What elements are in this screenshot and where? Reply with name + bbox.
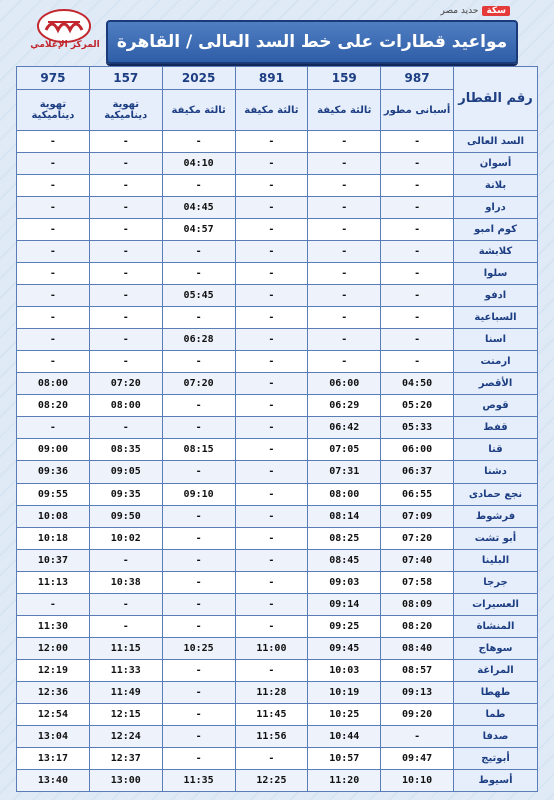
time-cell: 07:31 (308, 461, 381, 483)
station-name: أبو تشت (454, 527, 538, 549)
time-cell: - (17, 593, 90, 615)
time-cell: 09:25 (308, 615, 381, 637)
time-cell: - (235, 571, 308, 593)
time-cell: - (89, 549, 162, 571)
time-cell: - (17, 175, 90, 197)
schedule-table-container (16, 66, 538, 792)
time-cell: - (162, 659, 235, 681)
train-type: ثالثة مكيفة (308, 90, 381, 131)
train-header-label: رقم القطار (454, 67, 538, 131)
time-cell: 06:55 (381, 483, 454, 505)
time-cell: 11:45 (235, 703, 308, 725)
time-cell: - (17, 285, 90, 307)
time-cell: - (89, 197, 162, 219)
station-name: دشنا (454, 461, 538, 483)
time-cell: 09:05 (89, 461, 162, 483)
time-cell: 13:00 (89, 769, 162, 791)
time-cell: - (235, 351, 308, 373)
table-row (17, 505, 538, 527)
time-cell: - (235, 659, 308, 681)
table-row (17, 571, 538, 593)
time-cell: 09:47 (381, 747, 454, 769)
table-row (17, 263, 538, 285)
time-cell: - (235, 263, 308, 285)
time-cell: 07:20 (89, 373, 162, 395)
station-name: أسيوط (454, 769, 538, 791)
station-name: نجع حمادى (454, 483, 538, 505)
time-cell: - (17, 351, 90, 373)
time-cell: - (17, 197, 90, 219)
station-name: السباعية (454, 307, 538, 329)
table-row (17, 637, 538, 659)
time-cell: 06:28 (162, 329, 235, 351)
time-cell: 04:45 (162, 197, 235, 219)
time-cell: - (162, 549, 235, 571)
time-cell: - (162, 703, 235, 725)
time-cell: 09:36 (17, 461, 90, 483)
time-cell: 09:03 (308, 571, 381, 593)
time-cell: - (162, 461, 235, 483)
time-cell: 11:13 (17, 571, 90, 593)
train-number: 2025 (162, 67, 235, 90)
top-brand-bar (390, 4, 510, 18)
time-cell: 12:25 (235, 769, 308, 791)
time-cell: 10:37 (17, 549, 90, 571)
time-cell: - (162, 681, 235, 703)
table-row (17, 219, 538, 241)
time-cell: 11:20 (308, 769, 381, 791)
time-cell: 05:33 (381, 417, 454, 439)
station-name: كلابشة (454, 241, 538, 263)
time-cell: - (89, 307, 162, 329)
time-cell: - (235, 329, 308, 351)
time-cell: 10:25 (308, 703, 381, 725)
station-name: العسيرات (454, 593, 538, 615)
table-row (17, 285, 538, 307)
time-cell: 07:40 (381, 549, 454, 571)
time-cell: 09:35 (89, 483, 162, 505)
time-cell: - (235, 593, 308, 615)
time-cell: - (89, 285, 162, 307)
station-name: كوم امبو (454, 219, 538, 241)
time-cell: - (235, 285, 308, 307)
time-cell: 07:05 (308, 439, 381, 461)
time-cell: - (17, 329, 90, 351)
time-cell: 12:37 (89, 747, 162, 769)
station-name: البلينا (454, 549, 538, 571)
train-number: 975 (17, 67, 90, 90)
train-number: 987 (381, 67, 454, 90)
time-cell: 09:20 (381, 703, 454, 725)
time-cell: 08:00 (17, 373, 90, 395)
table-row (17, 351, 538, 373)
time-cell: 07:20 (162, 373, 235, 395)
time-cell: - (89, 351, 162, 373)
table-row (17, 593, 538, 615)
time-cell: 09:13 (381, 681, 454, 703)
time-cell: - (89, 329, 162, 351)
train-number: 159 (308, 67, 381, 90)
time-cell: - (381, 329, 454, 351)
time-cell: 10:25 (162, 637, 235, 659)
time-cell: 06:29 (308, 395, 381, 417)
time-cell: 10:18 (17, 527, 90, 549)
train-number: 157 (89, 67, 162, 90)
time-cell: 13:04 (17, 725, 90, 747)
time-cell: - (308, 307, 381, 329)
station-name: جرجا (454, 571, 538, 593)
time-cell: 06:42 (308, 417, 381, 439)
time-cell: - (162, 241, 235, 263)
time-cell: - (162, 417, 235, 439)
time-cell: - (235, 461, 308, 483)
time-cell: - (381, 351, 454, 373)
top-bar-text: حديد مصر (440, 6, 479, 16)
station-name: ادفو (454, 285, 538, 307)
station-name: طما (454, 703, 538, 725)
time-cell: 12:54 (17, 703, 90, 725)
table-row (17, 659, 538, 681)
time-cell: 05:45 (162, 285, 235, 307)
time-cell: - (89, 615, 162, 637)
time-cell: - (235, 747, 308, 769)
time-cell: 08:25 (308, 527, 381, 549)
time-cell: - (381, 219, 454, 241)
schedule-table (16, 66, 538, 792)
time-cell: 05:20 (381, 395, 454, 417)
time-cell: - (89, 153, 162, 175)
table-row (17, 131, 538, 153)
time-cell: 08:00 (89, 395, 162, 417)
station-name: المراغة (454, 659, 538, 681)
time-cell: - (17, 307, 90, 329)
table-row (17, 197, 538, 219)
time-cell: - (162, 505, 235, 527)
time-cell: - (162, 725, 235, 747)
time-cell: 10:19 (308, 681, 381, 703)
train-number-row (17, 67, 538, 90)
time-cell: 07:09 (381, 505, 454, 527)
time-cell: - (235, 615, 308, 637)
time-cell: - (162, 615, 235, 637)
train-type: ثالثة مكيفة (162, 90, 235, 131)
table-row (17, 725, 538, 747)
time-cell: 10:57 (308, 747, 381, 769)
time-cell: - (381, 131, 454, 153)
station-name: صدفا (454, 725, 538, 747)
time-cell: - (235, 483, 308, 505)
time-cell: 12:36 (17, 681, 90, 703)
time-cell: 09:00 (17, 439, 90, 461)
time-cell: 11:35 (162, 769, 235, 791)
time-cell: 04:10 (162, 153, 235, 175)
time-cell: 07:20 (381, 527, 454, 549)
time-cell: 09:45 (308, 637, 381, 659)
station-name: قفط (454, 417, 538, 439)
table-row (17, 527, 538, 549)
time-cell: 12:24 (89, 725, 162, 747)
time-cell: 07:58 (381, 571, 454, 593)
time-cell: - (17, 131, 90, 153)
time-cell: - (89, 175, 162, 197)
time-cell: - (308, 131, 381, 153)
time-cell: - (235, 175, 308, 197)
time-cell: 10:08 (17, 505, 90, 527)
time-cell: - (308, 329, 381, 351)
time-cell: 11:56 (235, 725, 308, 747)
time-cell: - (17, 153, 90, 175)
time-cell: 09:10 (162, 483, 235, 505)
table-row (17, 461, 538, 483)
time-cell: - (17, 417, 90, 439)
time-cell: - (381, 307, 454, 329)
station-name: اسنا (454, 329, 538, 351)
time-cell: 06:37 (381, 461, 454, 483)
page-title: مواعيد قطارات على خط السد العالى / القاهرة (116, 32, 508, 52)
time-cell: - (308, 285, 381, 307)
time-cell: 11:33 (89, 659, 162, 681)
time-cell: - (235, 373, 308, 395)
table-row (17, 769, 538, 791)
time-cell: 12:00 (17, 637, 90, 659)
time-cell: 12:19 (17, 659, 90, 681)
time-cell: 10:03 (308, 659, 381, 681)
time-cell: - (235, 131, 308, 153)
station-name: سوهاج (454, 637, 538, 659)
time-cell: - (235, 307, 308, 329)
table-row (17, 307, 538, 329)
time-cell: - (162, 263, 235, 285)
time-cell: - (17, 263, 90, 285)
time-cell: - (17, 241, 90, 263)
table-row (17, 615, 538, 637)
table-row (17, 329, 538, 351)
time-cell: - (235, 153, 308, 175)
time-cell: 04:57 (162, 219, 235, 241)
time-cell: - (89, 417, 162, 439)
time-cell: - (235, 395, 308, 417)
train-type: أسبانى مطور (381, 90, 454, 131)
time-cell: 08:00 (308, 483, 381, 505)
time-cell: - (235, 197, 308, 219)
time-cell: - (235, 219, 308, 241)
time-cell: 10:10 (381, 769, 454, 791)
station-name: السد العالى (454, 131, 538, 153)
time-cell: - (381, 153, 454, 175)
schedule-body (17, 131, 538, 792)
time-cell: - (381, 285, 454, 307)
time-cell: - (308, 241, 381, 263)
table-row (17, 703, 538, 725)
time-cell: - (308, 263, 381, 285)
time-cell: - (381, 263, 454, 285)
time-cell: - (89, 263, 162, 285)
time-cell: - (162, 395, 235, 417)
table-row (17, 241, 538, 263)
time-cell: 08:57 (381, 659, 454, 681)
time-cell: - (235, 549, 308, 571)
time-cell: 11:30 (17, 615, 90, 637)
train-type: تهوية ديناميكية (89, 90, 162, 131)
table-row (17, 681, 538, 703)
time-cell: 08:35 (89, 439, 162, 461)
time-cell: - (308, 153, 381, 175)
time-cell: - (381, 197, 454, 219)
time-cell: 10:38 (89, 571, 162, 593)
table-row (17, 549, 538, 571)
time-cell: - (162, 747, 235, 769)
time-cell: - (162, 571, 235, 593)
table-row (17, 747, 538, 769)
time-cell: - (162, 593, 235, 615)
time-cell: - (308, 351, 381, 373)
time-cell: 11:28 (235, 681, 308, 703)
time-cell: - (235, 417, 308, 439)
time-cell: 13:40 (17, 769, 90, 791)
station-name: قنا (454, 439, 538, 461)
time-cell: - (162, 527, 235, 549)
table-row (17, 175, 538, 197)
time-cell: 04:50 (381, 373, 454, 395)
time-cell: - (162, 307, 235, 329)
station-name: أبوتيج (454, 747, 538, 769)
station-name: بلانة (454, 175, 538, 197)
top-bar-brand: سكة (482, 6, 510, 16)
time-cell: - (17, 219, 90, 241)
table-row (17, 153, 538, 175)
table-row (17, 439, 538, 461)
time-cell: - (235, 439, 308, 461)
station-name: ارمنت (454, 351, 538, 373)
time-cell: 08:14 (308, 505, 381, 527)
time-cell: 08:45 (308, 549, 381, 571)
logo-caption: المركز الإعلامي (30, 40, 100, 50)
time-cell: - (381, 725, 454, 747)
time-cell: - (308, 197, 381, 219)
table-row (17, 417, 538, 439)
time-cell: - (89, 131, 162, 153)
time-cell: - (89, 593, 162, 615)
time-cell: 10:44 (308, 725, 381, 747)
station-name: فرشوط (454, 505, 538, 527)
time-cell: - (89, 219, 162, 241)
time-cell: - (162, 351, 235, 373)
time-cell: - (89, 241, 162, 263)
train-number: 891 (235, 67, 308, 90)
time-cell: - (381, 241, 454, 263)
station-name: المنشاة (454, 615, 538, 637)
time-cell: 12:15 (89, 703, 162, 725)
time-cell: - (381, 175, 454, 197)
station-name: قوص (454, 395, 538, 417)
time-cell: - (162, 131, 235, 153)
time-cell: 11:00 (235, 637, 308, 659)
time-cell: 10:02 (89, 527, 162, 549)
train-type: ثالثة مكيفة (235, 90, 308, 131)
table-row (17, 395, 538, 417)
time-cell: 08:15 (162, 439, 235, 461)
station-name: سلوا (454, 263, 538, 285)
table-row (17, 483, 538, 505)
page-title-banner (106, 20, 518, 64)
time-cell: 06:00 (381, 439, 454, 461)
time-cell: - (308, 219, 381, 241)
time-cell: 06:00 (308, 373, 381, 395)
time-cell: 08:20 (17, 395, 90, 417)
time-cell: 13:17 (17, 747, 90, 769)
station-name: الأقصر (454, 373, 538, 395)
time-cell: 09:50 (89, 505, 162, 527)
station-name: طهطا (454, 681, 538, 703)
time-cell: - (308, 175, 381, 197)
time-cell: - (235, 505, 308, 527)
time-cell: 09:14 (308, 593, 381, 615)
time-cell: 09:55 (17, 483, 90, 505)
station-name: دراو (454, 197, 538, 219)
table-row (17, 373, 538, 395)
time-cell: 11:15 (89, 637, 162, 659)
time-cell: 08:09 (381, 593, 454, 615)
time-cell: 08:20 (381, 615, 454, 637)
time-cell: - (162, 175, 235, 197)
time-cell: - (235, 527, 308, 549)
station-name: أسوان (454, 153, 538, 175)
time-cell: 11:49 (89, 681, 162, 703)
time-cell: 08:40 (381, 637, 454, 659)
time-cell: - (235, 241, 308, 263)
train-type: تهوية ديناميكية (17, 90, 90, 131)
